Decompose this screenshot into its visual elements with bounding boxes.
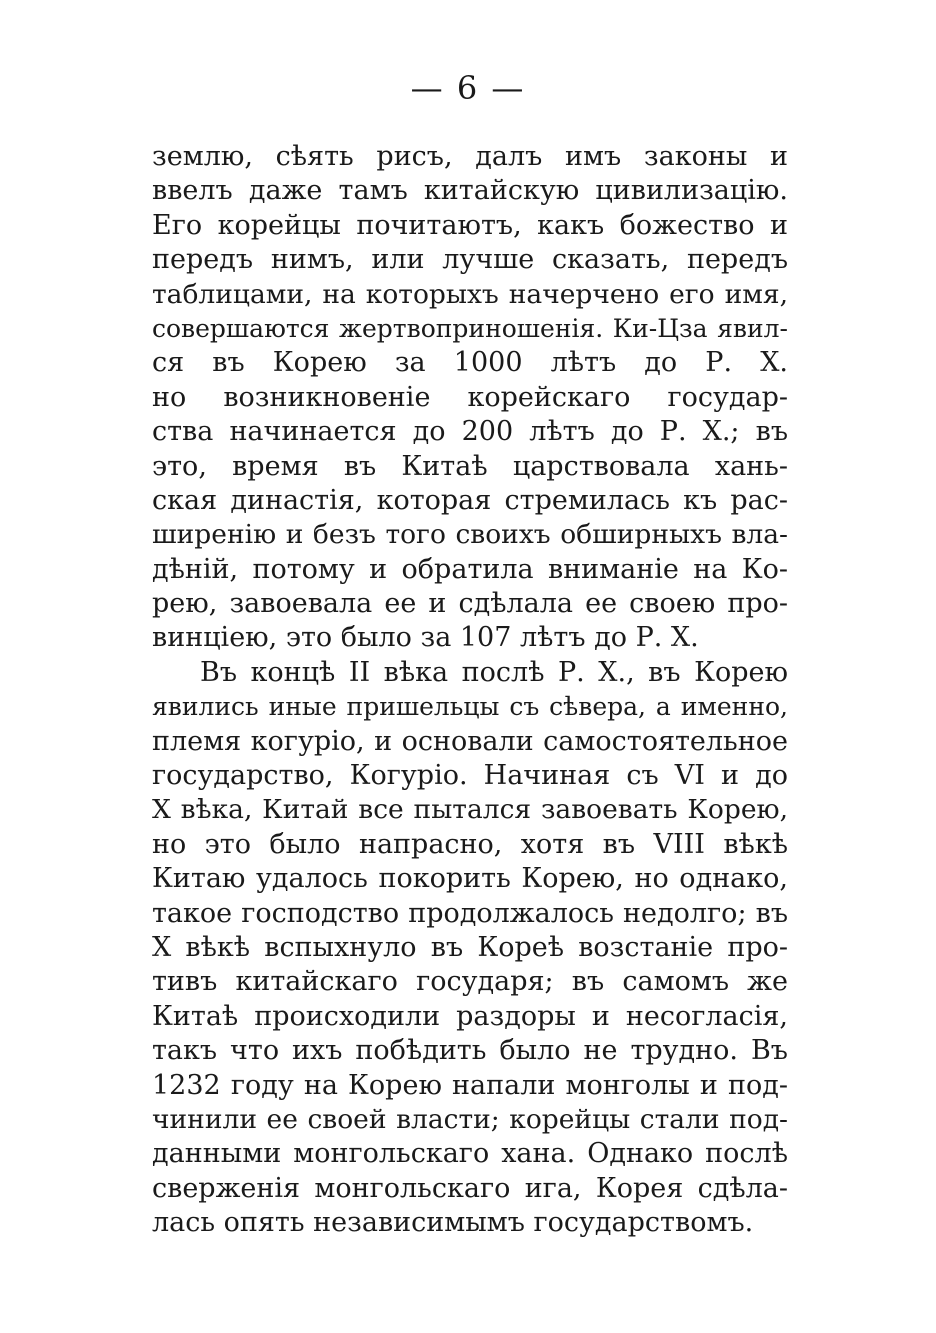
text-line: тивъ китайскаго государя; въ самомъ же [152, 966, 788, 998]
text-line: но это было напрасно, хотя въ VIII вѣкѣ [152, 828, 788, 860]
text-line: ства начинается до 200 лѣтъ до Р. Х.; въ [152, 416, 788, 448]
text-line: 1232 году на Корею напали монголы и под- [152, 1069, 788, 1101]
text-line: передъ нимъ, или лучше сказать, передъ [152, 244, 788, 276]
text-line: явились иные пришельцы съ сѣвера, а именно, [152, 692, 788, 722]
text-line: ская династія, которая стремилась къ рас- [152, 484, 788, 516]
text-line: государство, Когуріо. Начиная съ VI и до [152, 760, 788, 792]
text-line: племя когуріо, и основали самостоятельное [152, 725, 788, 757]
text-line: ся въ Корею за 1000 лѣтъ до Р. Х. [152, 347, 788, 379]
text-line: ширенію и безъ того своихъ обширныхъ вла- [152, 519, 788, 551]
text-line: сверженія монгольскаго ига, Корея сдѣла- [152, 1172, 788, 1204]
page-number: — 6 — [410, 69, 526, 107]
text-line: ввелъ даже тамъ китайскую цивилизацію. [152, 175, 788, 207]
text-line: рею, завоевала ее и сдѣлала ее своею про- [152, 588, 788, 620]
text-line: совершаются жертвоприношенія. Ки-Цза явил- [152, 313, 788, 343]
text-line: это, время въ Китаѣ царствовала хань- [152, 450, 788, 482]
text-line: Его корейцы почитаютъ, какъ божество и [152, 209, 788, 241]
body-text [152, 140, 788, 1241]
text-line: X вѣкѣ вспыхнуло въ Кореѣ возстаніе про- [152, 931, 788, 963]
text-line: лась опять независимымъ государствомъ. [152, 1207, 754, 1239]
text-line: Китаю удалось покорить Корею, но однако, [152, 863, 788, 895]
text-line: Въ концѣ II вѣка послѣ Р. Х., въ Корею [200, 656, 788, 688]
text-line: данными монгольскаго хана. Однако послѣ [152, 1138, 788, 1170]
text-line: винціею, это было за 107 лѣтъ до Р. Х. [152, 622, 699, 654]
paragraph-1 [152, 140, 788, 656]
paragraph-2 [152, 656, 788, 1241]
text-line: но возникновеніе корейскаго государ- [152, 381, 788, 413]
text-line: землю, сѣять рисъ, далъ имъ законы и [152, 141, 788, 172]
text-line: такъ что ихъ побѣдить было не трудно. Въ [152, 1035, 788, 1067]
text-line: Китаѣ происходили раздоры и несогласія, [152, 1000, 788, 1032]
text-line: X вѣка, Китай все пытался завоевать Корею, [152, 794, 788, 826]
text-line: чинили ее своей власти; корейцы стали под- [152, 1103, 788, 1135]
text-line: такое господство продолжалось недолго; въ [152, 897, 788, 929]
text-line: дѣній, потому и обратила вниманіе на Ко- [152, 553, 788, 585]
text-line: таблицами, на которыхъ начерчено его имя, [152, 278, 788, 310]
